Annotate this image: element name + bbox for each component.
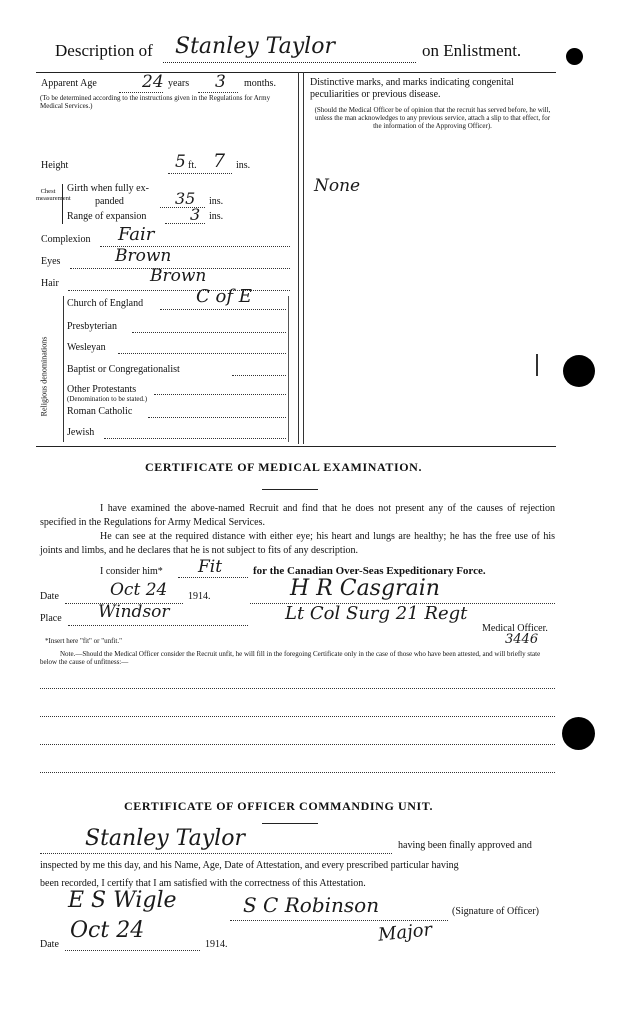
officer-name-line [40, 853, 392, 854]
height-inches-label: ins. [236, 160, 251, 171]
hair-line [68, 290, 290, 291]
medical-signature: H R Casgrain [290, 576, 440, 601]
chest-range-value: 3 [190, 205, 201, 224]
hair-value: Brown [150, 266, 207, 286]
chest-girth-label-2: panded [95, 196, 124, 207]
chest-side-label: Chest measurement [36, 188, 71, 202]
distinctive-note: (Should the Medical Officer be of opinion that the recruit has served before, he will, unless the man acknowledges to any previous service, attach a slip to that effect, for the information of the Approving Officer). [314, 106, 551, 130]
age-note: (To be determined according to the instructions given in the Regulations for Army Medical Services.) [40, 94, 271, 110]
religion-column-line [288, 296, 289, 442]
place-line [68, 625, 248, 626]
complexion-value: Fair [118, 224, 155, 245]
officer-date-label: Date [40, 939, 59, 950]
religion-line-5 [154, 394, 286, 395]
column-divider [298, 72, 299, 444]
religion-line-2 [132, 332, 286, 333]
religion-line-1 [160, 309, 286, 310]
medical-nota: Note.—Should the Medical Officer consider the Recruit unfit, he will fill in the foregoing Certificate only in the case of those who have been attested, and will briefly state below the cause of unfitness:— [40, 650, 541, 666]
unfit-line-2 [40, 716, 555, 717]
medical-para1: I have examined the above-named Recruit and find that he does not present any of the causes of rejection specified in the Regulations for Army Medical Services. [40, 503, 555, 528]
religion-item-6: Roman Catholic [67, 406, 133, 417]
religion-line-7 [104, 438, 286, 439]
distinctive-mark [536, 354, 538, 376]
eyes-label: Eyes [41, 256, 61, 267]
chest-range-label: Range of expansion [67, 211, 147, 222]
medical-date-label: Date [40, 591, 59, 602]
consider-line [178, 577, 248, 578]
medical-date-value: Oct 24 [110, 580, 168, 600]
medical-para2: He can see at the required distance with either eye; his heart and lungs are healthy; he has the free use of his joints and limbs, and he declares that he is not subject to fits of any description. [40, 531, 555, 556]
religion-item-2: Presbyterian [67, 321, 117, 332]
chest-girth-label-1: Girth when fully ex- [67, 183, 149, 194]
header-title-prefix: Description of [55, 41, 153, 60]
distinctive-title: Distinctive marks, and marks indicating congenital peculiarities or previous disease. [310, 77, 514, 100]
chest-range-unit: ins. [209, 211, 224, 222]
religion-item-1: Church of England [67, 298, 144, 309]
officer-date-line [65, 950, 200, 951]
age-months-value: 3 [215, 72, 226, 92]
age-years-value: 24 [142, 72, 164, 92]
medical-signature-rank: Lt Col Surg 21 Regt [285, 603, 468, 624]
chest-girth-unit: ins. [209, 196, 224, 207]
height-label: Height [41, 160, 69, 171]
officer-heading-rule [262, 823, 318, 824]
religion-line-4 [232, 375, 286, 376]
medical-heading-rule [262, 489, 318, 490]
header-name: Stanley Taylor [175, 34, 335, 59]
age-label: Apparent Age [41, 78, 97, 89]
place-value: Windsor [98, 602, 170, 622]
consider-suffix: for the Canadian Over-Seas Expeditionary Force. [253, 565, 486, 577]
age-years-label: years [168, 78, 190, 89]
officer-signature-label: (Signature of Officer) [452, 906, 540, 917]
height-feet-label: ft. [188, 160, 197, 171]
hair-label: Hair [41, 278, 59, 289]
medical-officer-label: Medical Officer. [482, 623, 548, 634]
officer-recruit-name: Stanley Taylor [85, 826, 245, 851]
officer-signature: S C Robinson [243, 893, 380, 917]
unfit-line-4 [40, 772, 555, 773]
height-inches-value: 7 [213, 150, 226, 172]
punch-hole-top [566, 48, 583, 65]
age-months-label: months. [244, 78, 276, 89]
form-bottom-rule [36, 446, 556, 447]
punch-hole-bottom [562, 717, 595, 750]
unfit-line-1 [40, 688, 555, 689]
unfit-line-3 [40, 744, 555, 745]
complexion-label: Complexion [41, 234, 91, 245]
officer-name-suffix: having been finally approved and [398, 840, 532, 851]
consider-value: Fit [198, 557, 223, 577]
distinctive-value: None [314, 176, 361, 196]
chest-brace [62, 184, 63, 224]
religion-other-note: (Denomination to be stated.) [67, 395, 148, 403]
religion-item-4: Baptist or Congregationalist [67, 364, 180, 375]
medical-stamp-number: 3446 [505, 632, 539, 647]
religion-line-3 [118, 353, 286, 354]
officer-heading: CERTIFICATE OF OFFICER COMMANDING UNIT. [124, 799, 434, 813]
religion-item-7: Jewish [67, 427, 95, 438]
punch-hole-middle [563, 355, 595, 387]
height-feet-value: 5 [175, 152, 186, 172]
officer-date-value: Oct 24 [70, 918, 145, 943]
officer-witness: E S Wigle [68, 888, 177, 913]
form-top-rule [36, 72, 556, 73]
religion-side-label: Religious denominations [39, 336, 49, 417]
column-divider-2 [303, 72, 304, 444]
medical-heading: CERTIFICATE OF MEDICAL EXAMINATION. [145, 460, 423, 474]
religion-value: C of E [196, 286, 252, 307]
officer-rank: Major [377, 919, 434, 946]
insert-note: *Insert here "fit" or "unfit." [45, 637, 122, 645]
officer-year: 1914. [205, 939, 228, 950]
header-name-line [163, 62, 416, 63]
chest-range-line [165, 223, 205, 224]
officer-para-line3: been recorded, I certify that I am satisfied with the correctness of this Attestation. [40, 878, 366, 889]
place-label: Place [40, 613, 62, 624]
header-title-suffix: on Enlistment. [422, 41, 522, 60]
eyes-value: Brown [115, 246, 172, 266]
religion-item-5: Other Protestants [67, 384, 137, 395]
height-line [168, 173, 232, 174]
chest-girth-value: 35 [175, 189, 196, 208]
religion-line-6 [148, 417, 286, 418]
consider-prefix: I consider him* [100, 566, 163, 577]
age-years-line [119, 92, 163, 93]
religion-item-3: Wesleyan [67, 342, 106, 353]
age-months-line [198, 92, 238, 93]
medical-year: 1914. [188, 591, 211, 602]
officer-para-line2: inspected by me this day, and his Name, Age, Date of Attestation, and every prescribed particular having [40, 860, 459, 871]
religion-brace [63, 296, 64, 442]
